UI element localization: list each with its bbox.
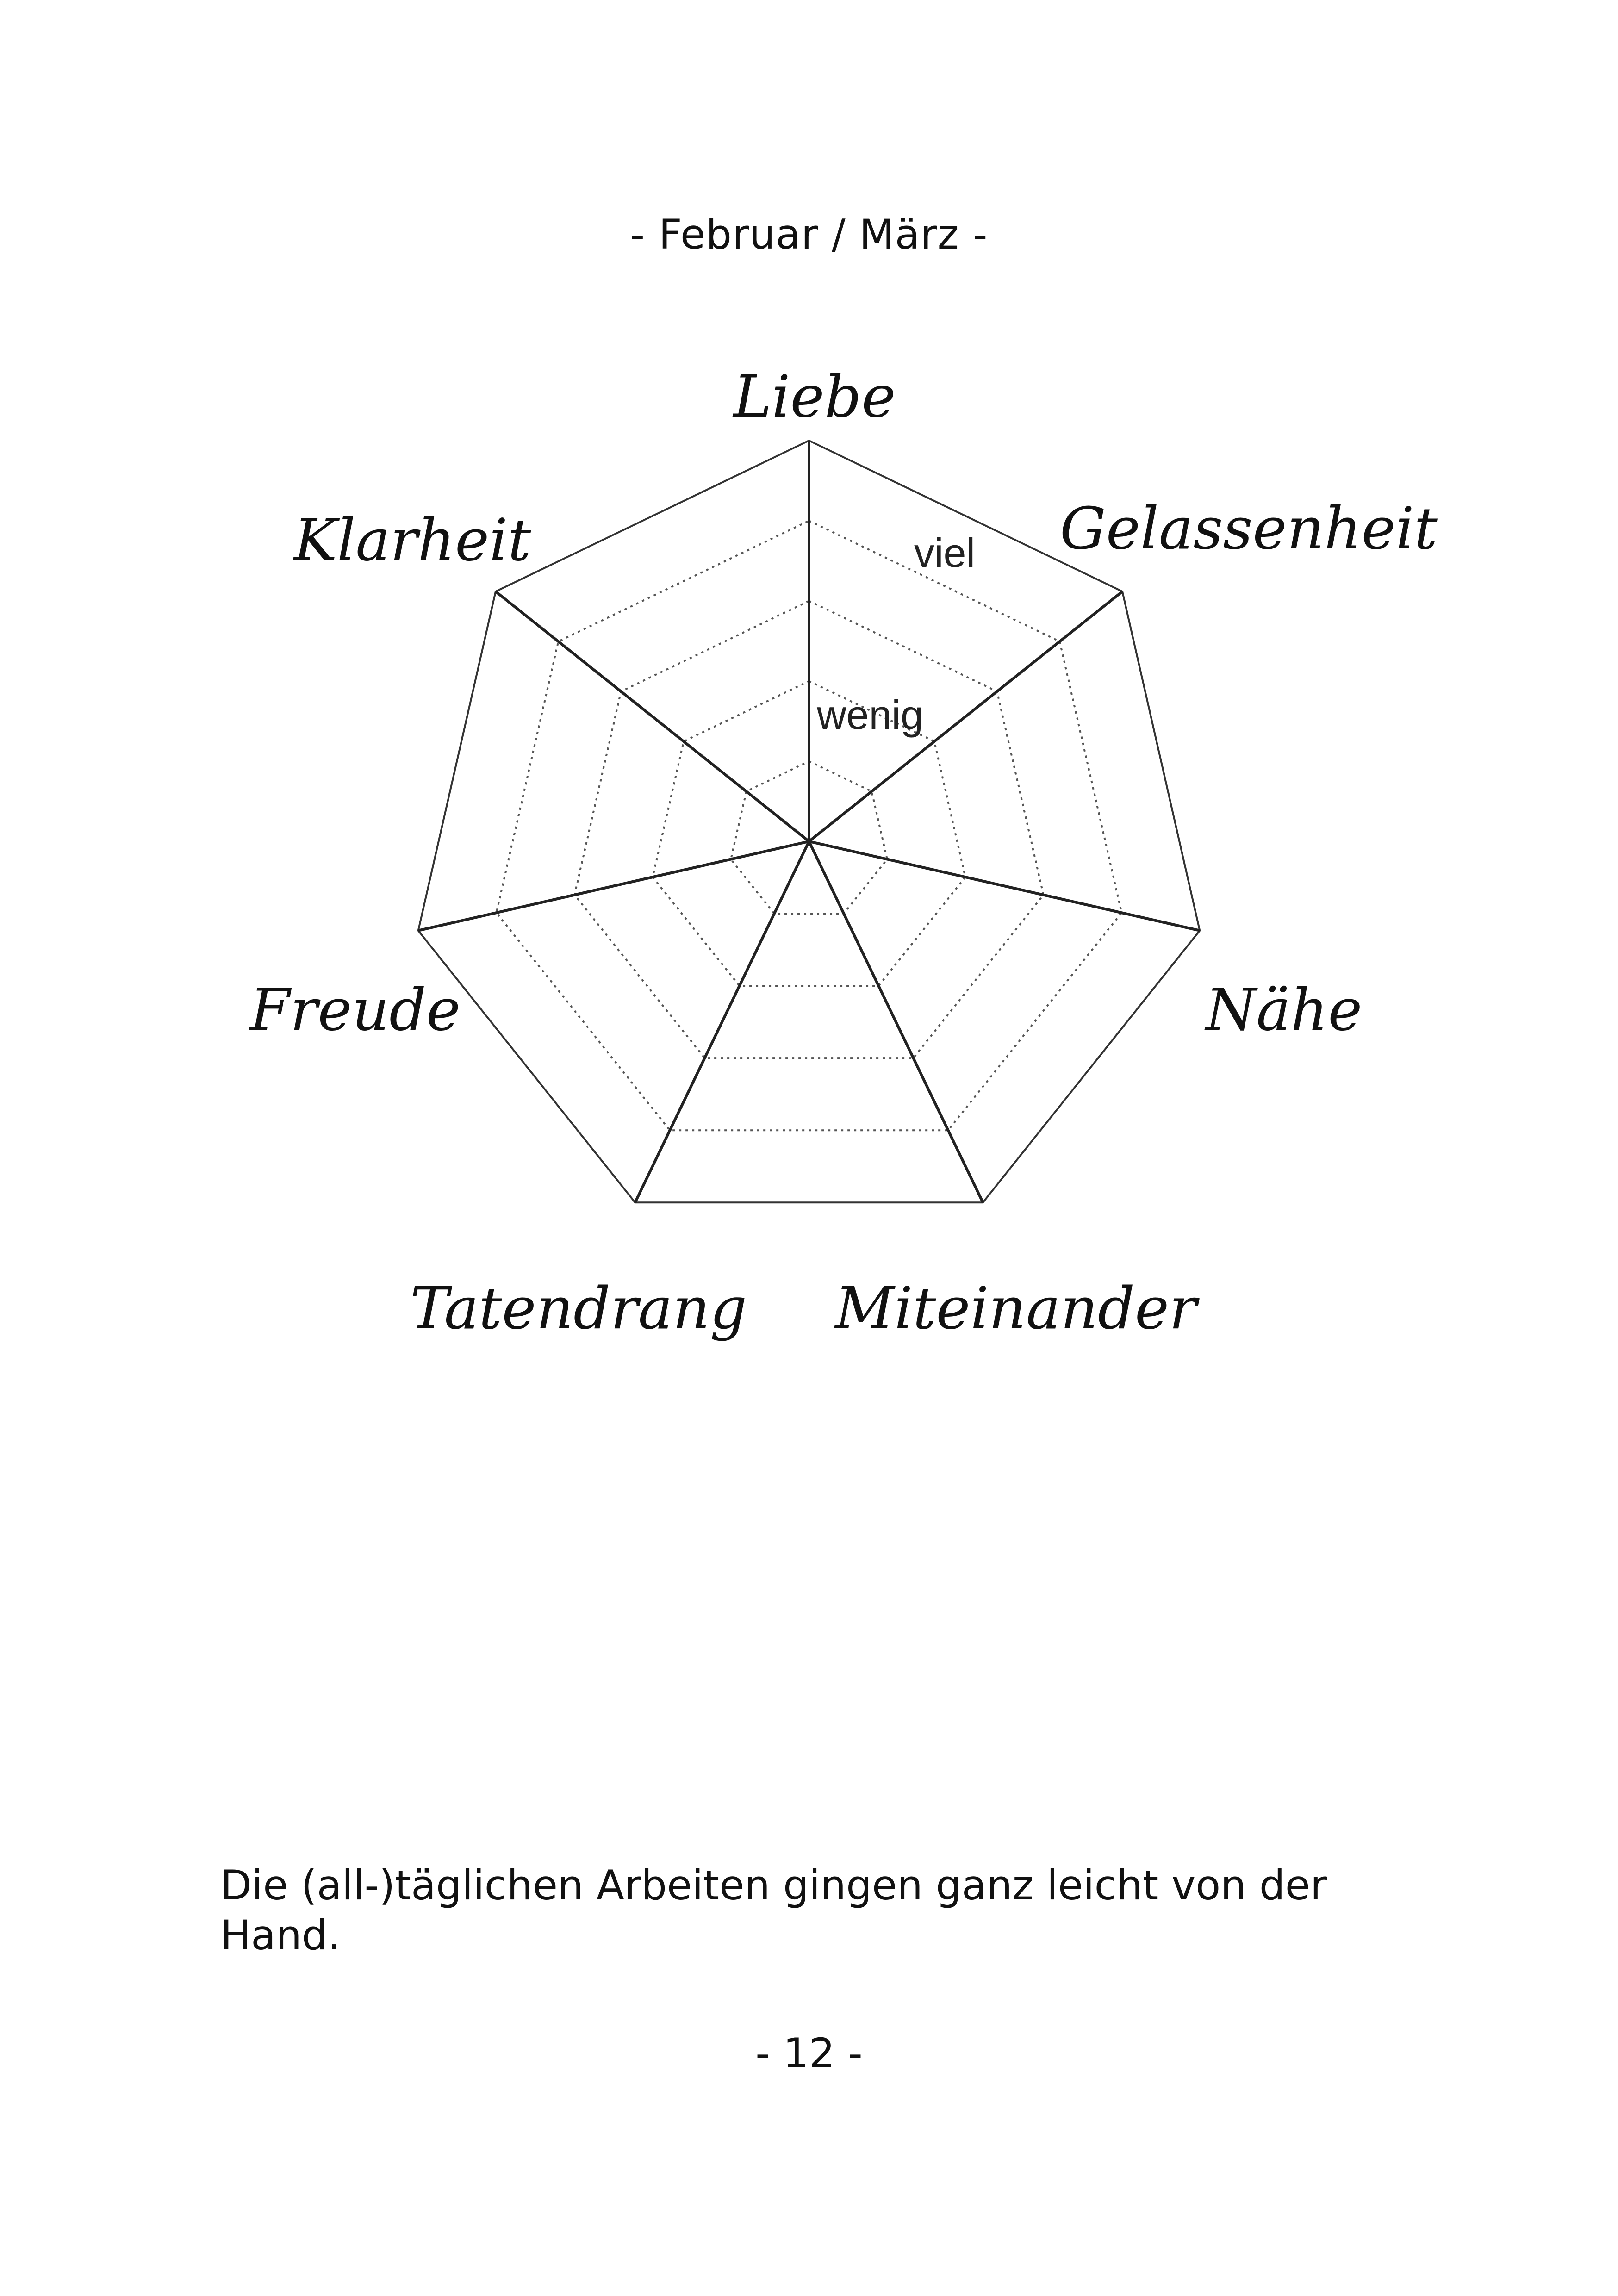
body-paragraph: Die (all-)täglichen Arbeiten gingen ganz leicht von der Hand. <box>220 1861 1327 1959</box>
radar-axis-labels <box>249 363 1438 1342</box>
radar-spoke-3 <box>809 841 1200 931</box>
axis-label-6: Freude <box>250 977 461 1044</box>
page-header: - Februar / März - <box>630 211 988 258</box>
radar-spoke-5 <box>635 841 809 1202</box>
radar-spoke-7 <box>496 591 809 841</box>
axis-label-2: Gelassenheit <box>1060 495 1438 562</box>
scale-label-low: wenig <box>817 692 923 738</box>
radar-spoke-6 <box>418 841 809 931</box>
page-number: - 12 - <box>755 2029 863 2077</box>
axis-label-5: Tatendrang <box>410 1275 747 1342</box>
axis-label-3: Nähe <box>1206 977 1363 1044</box>
radar-spoke-4 <box>809 841 983 1202</box>
scale-label-high: viel <box>914 530 976 576</box>
axis-label-1: Liebe <box>733 363 896 430</box>
axis-label-7: Klarheit <box>294 507 531 574</box>
axis-label-4: Miteinander <box>835 1275 1197 1342</box>
